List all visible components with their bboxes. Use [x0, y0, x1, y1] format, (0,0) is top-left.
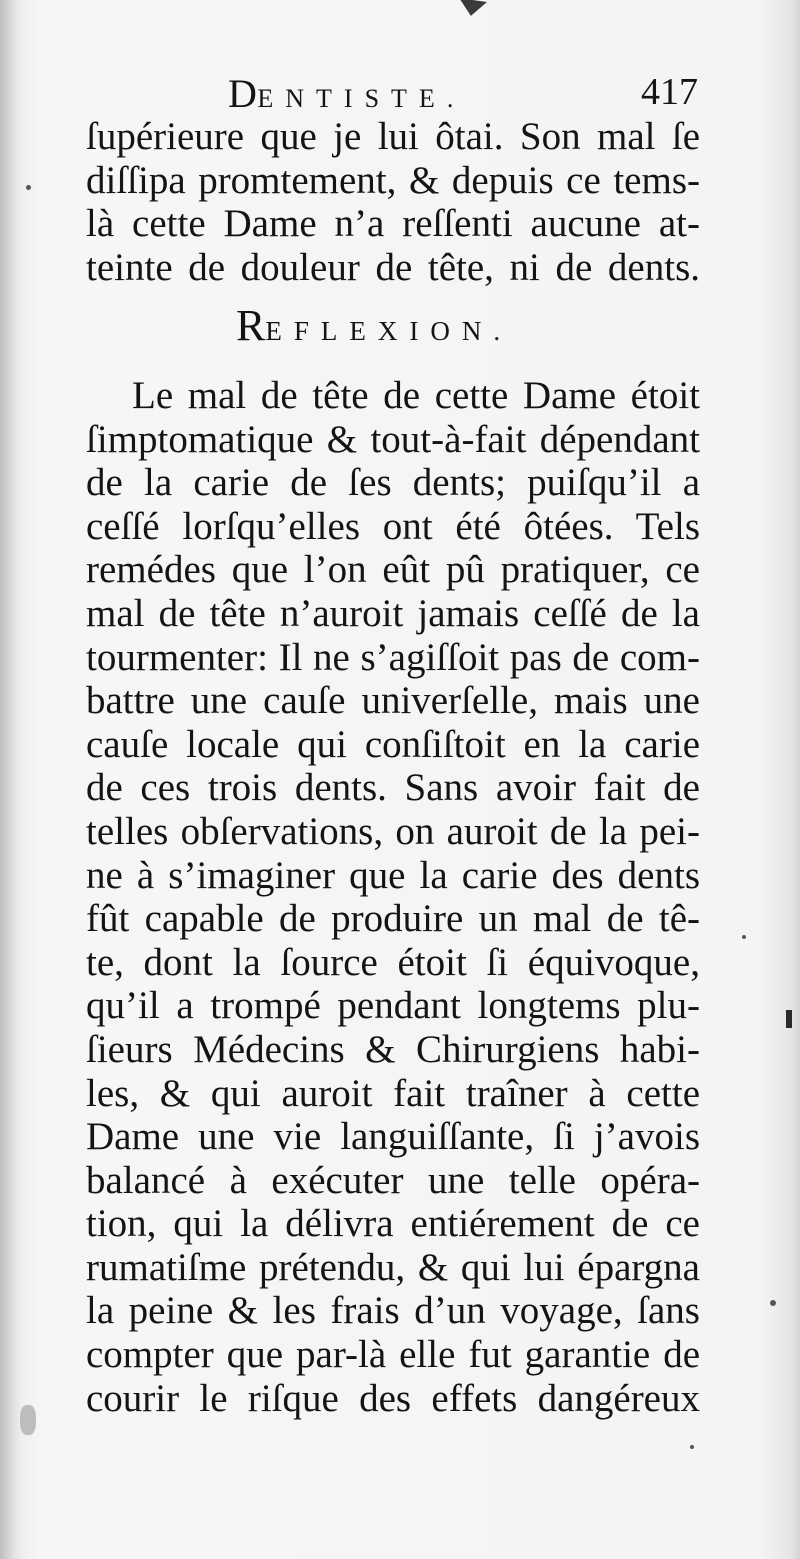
section-heading-initial: R: [236, 301, 266, 350]
page-edge-mark: [20, 1405, 36, 1435]
text-line: rumatiſme prétendu, & qui lui épargna: [86, 1245, 700, 1289]
text-line: battre une cauſe univerſelle, mais une: [86, 679, 700, 723]
text-line: les, & qui auroit fait traîner à cette: [86, 1071, 700, 1115]
text-line: qu’il a trompé pendant longtems plu-: [86, 984, 700, 1028]
text-line: Le mal de tête de cette Dame étoit: [132, 374, 700, 417]
top-paragraph: [86, 115, 700, 289]
page-header: [228, 70, 698, 118]
text-line: mal de tête n’auroit jamais ceſſé de la: [86, 591, 700, 635]
section-heading-rest: EFLEXION.: [265, 316, 513, 346]
running-head: [228, 70, 465, 117]
section-heading: [236, 300, 512, 351]
paper-speck: [690, 1445, 694, 1449]
text-line: tion, qui la délivra entiérement de ce: [86, 1202, 700, 1246]
text-line: ne à s’imaginer que la carie des dents: [86, 853, 700, 897]
text-line: telles obſervations, on auroit de la pei-: [86, 809, 700, 853]
text-line: teinte de douleur de tête, ni de dents.: [86, 245, 700, 289]
text-line: tourmenter: Il ne s’agiſſoit pas de com-: [86, 635, 700, 679]
text-line: ſupérieure que je lui ôtai. Son mal ſe: [86, 115, 700, 158]
text-line: courir le riſque des effets dangéreux: [86, 1376, 700, 1420]
text-line: balancé à exécuter une telle opéra-: [86, 1158, 700, 1202]
paper-speck: [770, 1300, 776, 1306]
text-line: cauſe locale qui conſiſtoit en la carie: [86, 722, 700, 766]
text-line: de ces trois dents. Sans avoir fait de: [86, 766, 700, 810]
page-edge-mark: [786, 1010, 792, 1028]
running-head-initial: D: [228, 71, 258, 116]
text-line: compter que par-là elle fut garantie de: [86, 1333, 700, 1377]
paper-speck: [742, 935, 746, 939]
page-number: 417: [641, 71, 698, 113]
paper-speck: [26, 185, 31, 190]
running-head-rest: ENTISTE.: [257, 84, 466, 113]
text-line: te, dont la ſource étoit ſi équivoque,: [86, 940, 700, 984]
main-paragraph: [86, 374, 700, 1420]
text-line: ſimptomatique & tout-à-fait dépendant: [86, 417, 700, 461]
page-corner-mark: [457, 0, 487, 18]
text-line: là cette Dame n’a reſſenti aucune at-: [86, 202, 700, 246]
text-line: Dame une vie languiſſante, ſi j’avois: [86, 1115, 700, 1159]
text-line: la peine & les frais d’un voyage, ſans: [86, 1289, 700, 1333]
text-line: de la carie de ſes dents; puiſqu’il a: [86, 461, 700, 505]
text-line: fût capable de produire un mal de tê-: [86, 897, 700, 941]
text-line: remédes que l’on eût pû pratiquer, ce: [86, 548, 700, 592]
text-line: ſieurs Médecins & Chirurgiens habi-: [86, 1027, 700, 1071]
text-line: diſſipa promtement, & depuis ce tems-: [86, 158, 700, 202]
gutter-shadow: [0, 0, 22, 1559]
text-line: ceſſé lorſqu’elles ont été ôtées. Tels: [86, 504, 700, 548]
